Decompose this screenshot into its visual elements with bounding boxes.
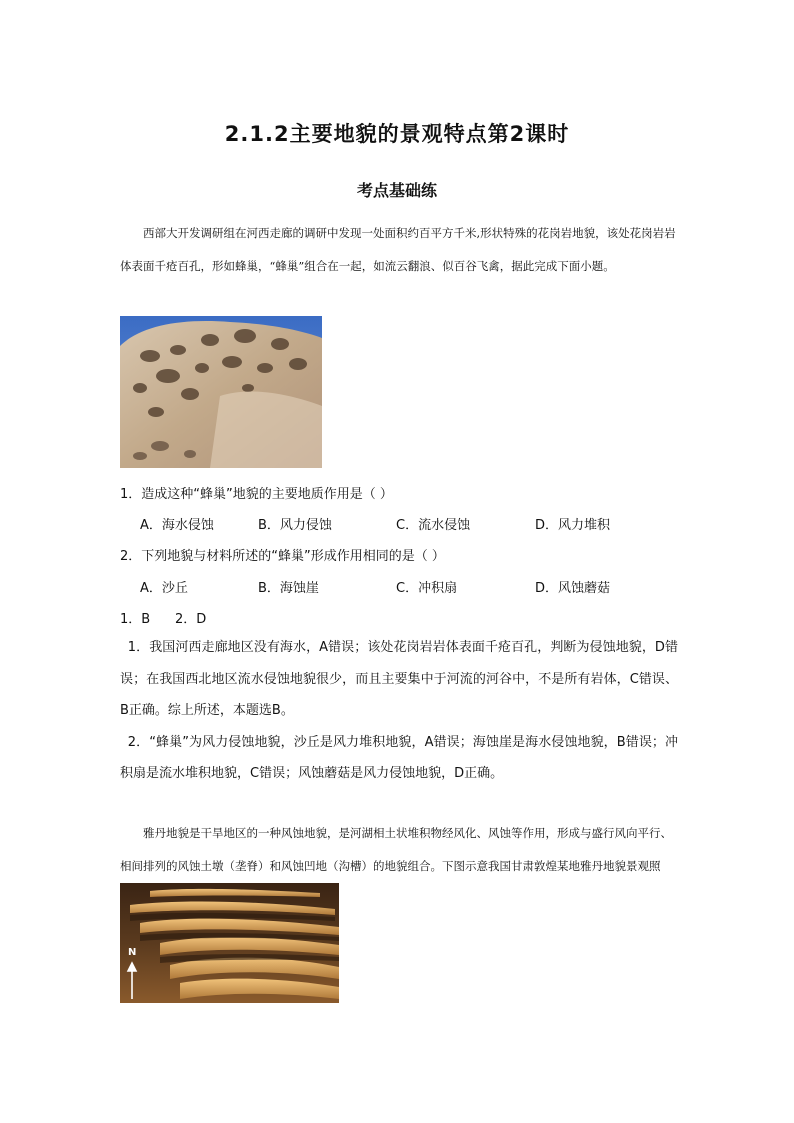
q1-option-c[interactable]: C．流水侵蚀: [396, 518, 471, 533]
intro-paragraph-1: 西部大开发调研组在河西走廊的调研中发现一处面积约百平方千米,形状特殊的花岗岩地貌，该处花岗岩岩体表面千疮百孔，形如蜂巢，“蜂巢”组合在一起，如流云翻浪、似百谷飞禽，据此完成下面小题。: [120, 226, 676, 273]
question-2-stem: 2．下列地貌与材料所述的“蜂巢”形成作用相同的是（ ）: [120, 549, 445, 564]
q2-option-a[interactable]: A．沙丘: [140, 581, 188, 596]
question-1-options: [140, 514, 700, 532]
q1-option-d[interactable]: D．风力堆积: [535, 518, 611, 533]
section-subtitle: 考点基础练: [356, 181, 437, 200]
q2-option-d[interactable]: D．风蚀蘑菇: [535, 581, 611, 596]
answer-key: 1．B 2．D: [120, 612, 207, 627]
yardang-landscape-photo: [120, 883, 339, 1003]
explanations: [120, 632, 678, 790]
north-label: N: [128, 947, 137, 958]
q1-option-a[interactable]: A．海水侵蚀: [140, 518, 214, 533]
page-title: 2.1.2主要地貌的景观特点第2课时: [224, 122, 570, 146]
q1-option-b[interactable]: B．风力侵蚀: [258, 518, 332, 533]
question-2-options: [140, 577, 700, 595]
q2-option-b[interactable]: B．海蚀崖: [258, 581, 319, 596]
honeycomb-rock-photo: [120, 316, 322, 468]
question-1-stem: 1．造成这种“蜂巢”地貌的主要地质作用是（ ）: [120, 487, 393, 502]
explanation-2: 2．“蜂巢”为风力侵蚀地貌，沙丘是风力堆积地貌，A错误；海蚀崖是海水侵蚀地貌，B错误；冲积扇是流水堆积地貌，C错误；风蚀蘑菇是风力侵蚀地貌，D正确。: [120, 734, 678, 781]
intro-paragraph-2: 雅丹地貌是干旱地区的一种风蚀地貌，是河湖相土状堆积物经风化、风蚀等作用，形成与盛行风向平行、相间排列的风蚀土墩（垄脊）和风蚀凹地（沟槽）的地貌组合。下图示意我国甘肃敦煌某地雅丹地貌景观照: [120, 826, 672, 873]
q2-option-c[interactable]: C．冲积扇: [396, 581, 458, 596]
explanation-1: 1．我国河西走廊地区没有海水，A错误；该处花岗岩岩体表面千疮百孔，判断为侵蚀地貌，D错误；在我国西北地区流水侵蚀地貌很少，而且主要集中于河流的河谷中，不是所有岩体，C错误、B正确。综上所述，本题选B。: [120, 640, 678, 718]
